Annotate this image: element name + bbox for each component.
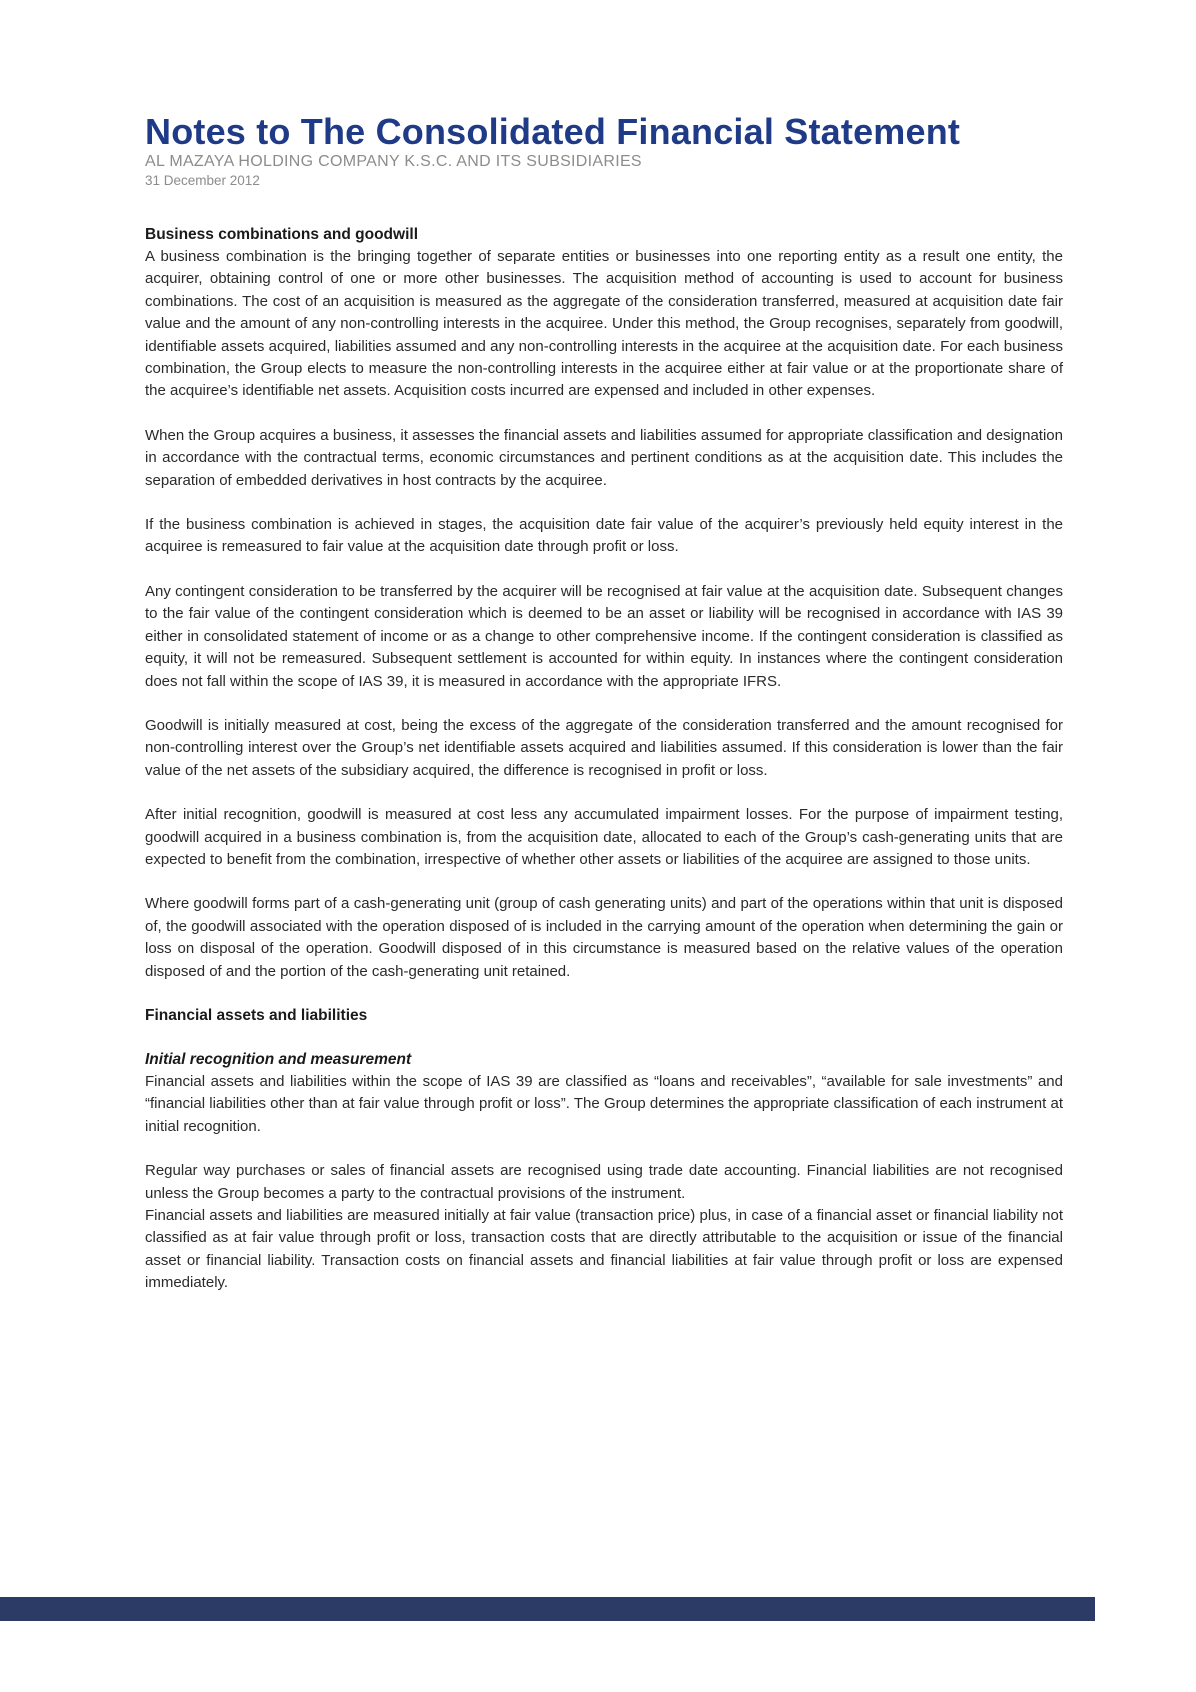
paragraph: If the business combination is achieved in stages, the acquisition date fair value of the acquirer’s previously held equity interest in the acquiree is remeasured to fair value at the acquisition date through profit or loss.: [145, 516, 1063, 556]
company-name: AL MAZAYA HOLDING COMPANY K.S.C. AND ITS SUBSIDIARIES: [145, 153, 642, 170]
paragraph: Financial assets and liabilities within the scope of IAS 39 are classified as “loans and receivables”, “available for sale investments” and “financial liabilities other than at fair value through profit or loss”. The Group determines the appropriate classification of each instrument at initial recognition.: [145, 1072, 1063, 1135]
paragraph: Regular way purchases or sales of financial assets are recognised using trade date accounting. Financial liabilities are not recognised unless the Group becomes a party to the contractual provisions of the instrument.: [145, 1162, 1063, 1202]
paragraph: Goodwill is initially measured at cost, being the excess of the aggregate of the consideration transferred and the amount recognised for non-controlling interest over the Group’s net identifiable assets acquired and liabilities assumed. If this consideration is lower than the fair value of the net assets of the subsidiary acquired, the difference is recognised in profit or loss.: [145, 716, 1063, 779]
report-date: 31 December 2012: [145, 173, 260, 188]
paragraph: Financial assets and liabilities are measured initially at fair value (transaction price) plus, in case of a financial asset or financial liability not classified as at fair value through profit or loss, transaction costs that are directly attributable to the acquisition or issue of the financial asset or financial liability. Transaction costs on financial assets and financial liabilities at fair value through profit or loss are expensed immediately.: [145, 1207, 1063, 1292]
page-title: Notes to The Consolidated Financial Statement: [145, 111, 961, 152]
paragraph: A business combination is the bringing together of separate entities or businesses into one reporting entity as a result one entity, the acquirer, obtaining control of one or more other businesses. The acquisition method of accounting is used to account for business combinations. The cost of an acquisition is measured as the aggregate of the consideration transferred, measured at acquisition date fair value and the amount of any non-controlling interests in the acquiree. Under this method, the Group recognises, separately from goodwill, identifiable assets acquired, liabilities assumed and any non-controlling interests in the acquiree at the acquisition date. For each business combination, the Group elects to measure the non-controlling interests in the acquiree either at fair value or at the proportionate share of the acquiree’s identifiable net assets. Acquisition costs incurred are expensed and included in other expenses.: [145, 248, 1063, 400]
paragraph: Where goodwill forms part of a cash-generating unit (group of cash generating units) and part of the operations within that unit is disposed of, the goodwill associated with the operation disposed of is included in the carrying amount of the operation when determining the gain or loss on disposal of the operation. Goodwill disposed of in this circumstance is measured based on the relative values of the operation disposed of and the portion of the cash-generating unit retained.: [145, 895, 1063, 980]
page-header: [145, 112, 1063, 190]
section-heading-business-combinations: Business combinations and goodwill: [145, 226, 418, 243]
document-body: [145, 224, 1063, 1295]
footer-bar: [0, 1597, 1095, 1621]
paragraph: Any contingent consideration to be transferred by the acquirer will be recognised at fair value at the acquisition date. Subsequent changes to the fair value of the contingent consideration which is deemed to be an asset or liability will be recognised in accordance with IAS 39 either in consolidated statement of income or as a change to other comprehensive income. If the contingent consideration is classified as equity, it will not be remeasured. Subsequent settlement is accounted for within equity. In instances where the contingent consideration does not fall within the scope of IAS 39, it is measured in accordance with the appropriate IFRS.: [145, 582, 1063, 690]
section-heading-financial-assets: Financial assets and liabilities: [145, 1006, 368, 1024]
subsection-heading-initial-recognition: Initial recognition and measurement: [145, 1050, 412, 1068]
paragraph: When the Group acquires a business, it assesses the financial assets and liabilities assumed for appropriate classification and designation in accordance with the contractual terms, economic circumstances and pertinent conditions as at the acquisition date. This includes the separation of embedded derivatives in host contracts by the acquiree.: [145, 426, 1063, 489]
paragraph: After initial recognition, goodwill is measured at cost less any accumulated impairment losses. For the purpose of impairment testing, goodwill acquired in a business combination is, from the acquisition date, allocated to each of the Group’s cash-generating units that are expected to benefit from the combination, irrespective of whether other assets or liabilities of the acquiree are assigned to those units.: [145, 806, 1063, 868]
